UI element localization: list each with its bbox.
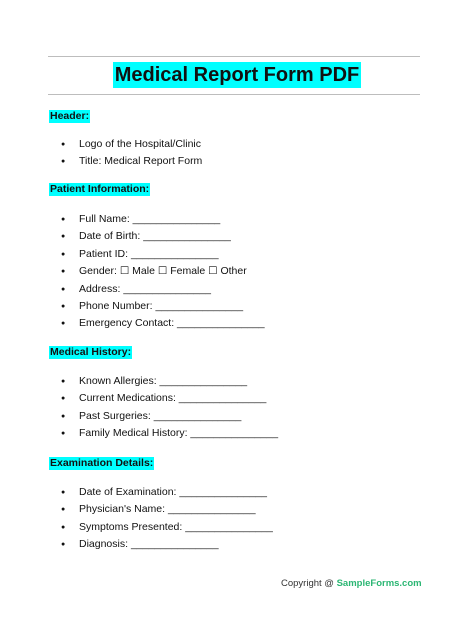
list-item: ● Diagnosis: _______________ <box>59 536 273 553</box>
list-item: ● Gender: ☐ Male ☐ Female ☐ Other <box>59 263 265 280</box>
list-item: ● Symptoms Presented: _______________ <box>59 519 273 536</box>
bottom-divider <box>48 94 420 95</box>
section-heading-header: Header: <box>50 110 90 122</box>
list-item: ● Date of Examination: _______________ <box>59 484 273 501</box>
section-heading-examination-details: Examination Details: <box>50 457 154 469</box>
title-block <box>0 62 474 88</box>
section-list-examination-details <box>59 484 273 554</box>
list-item: ● Physician's Name: _______________ <box>59 501 273 518</box>
page-title: Medical Report Form PDF <box>114 64 360 86</box>
section-heading-patient-information: Patient Information: <box>50 183 150 195</box>
list-item: ● Title: Medical Report Form <box>59 153 202 170</box>
copyright-text: Copyright @ <box>281 578 337 589</box>
list-item: ● Date of Birth: _______________ <box>59 228 265 245</box>
copyright-footer <box>281 578 422 589</box>
list-item: ● Known Allergies: _______________ <box>59 373 278 390</box>
list-item: ● Emergency Contact: _______________ <box>59 315 265 332</box>
list-item: ● Address: _______________ <box>59 281 265 298</box>
list-item: ● Current Medications: _______________ <box>59 390 278 407</box>
section-list-patient-information <box>59 211 265 333</box>
top-divider <box>48 56 420 57</box>
section-heading-medical-history: Medical History: <box>50 346 132 358</box>
list-item: ● Phone Number: _______________ <box>59 298 265 315</box>
list-item: ● Family Medical History: _______________ <box>59 425 278 442</box>
section-list-header <box>59 136 202 171</box>
brand-link[interactable]: SampleForms.com <box>336 578 422 589</box>
list-item: ● Logo of the Hospital/Clinic <box>59 136 202 153</box>
list-item: ● Past Surgeries: _______________ <box>59 408 278 425</box>
list-item: ● Full Name: _______________ <box>59 211 265 228</box>
list-item: ● Patient ID: _______________ <box>59 246 265 263</box>
section-list-medical-history <box>59 373 278 443</box>
